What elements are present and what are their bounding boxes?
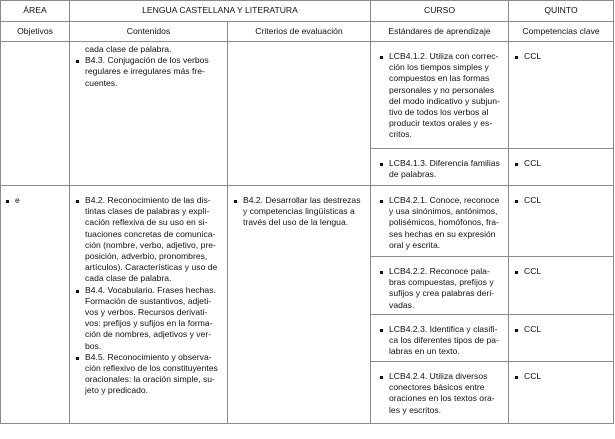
- table-row: [1, 42, 614, 149]
- competencia-ccl: CCL: [524, 51, 542, 61]
- list-item: [234, 195, 366, 229]
- bullet-icon: [380, 56, 383, 59]
- criterio-b42: B4.2. Desarrollar las destrezas y competencias lingüísticas a través del uso de la lengua.: [243, 195, 361, 228]
- estandar-lcb421: LCB4.2.1. Conoce, reconoce y usa sinónimos, antónimos, polisémicos, homófonos, fra- ses hechas en su expresión oral y escrita.: [389, 195, 500, 250]
- competencia-cell: [509, 149, 614, 186]
- bullet-icon: [76, 357, 79, 360]
- estandar-lcb413: LCB4.1.3. Diferencia familias de palabras.: [389, 158, 500, 180]
- competencia-ccl: CCL: [524, 158, 542, 168]
- list-item: [76, 195, 223, 285]
- contenido-b44: B4.4. Vocabulario. Frases hechas. Formación de sustantivos, adjeti- vos y verbos. Recursos derivati- vos: prefijos y sufijos en la forma- ción de nombres, adjetivos y ver- bos.: [85, 284, 216, 351]
- criterios-cell: [228, 42, 371, 186]
- contenidos-cell: [70, 42, 228, 186]
- bullet-icon: [515, 329, 518, 332]
- bullet-icon: [234, 200, 237, 203]
- list-item: [515, 195, 609, 206]
- bullet-icon: [515, 376, 518, 379]
- estandar-cell: [371, 362, 509, 424]
- header-row-1: [1, 1, 614, 22]
- curso-header: CURSO: [371, 1, 509, 22]
- contenido-b45: B4.5. Reconocimiento y observa- ción reflexivo de los constituyentes oracionales: la oración simple, su- jeto y predicado.: [85, 351, 218, 396]
- competencia-ccl: CCL: [524, 371, 542, 381]
- competencia-cell: [509, 315, 614, 362]
- competencia-cell: [509, 42, 614, 149]
- list-item: [380, 371, 504, 416]
- bullet-icon: [380, 376, 383, 379]
- competencia-cell: [509, 362, 614, 424]
- list-item: [380, 324, 504, 358]
- criterios-cell: [228, 186, 371, 424]
- list-item: [380, 158, 504, 180]
- estandar-lcb423: LCB4.2.3. Identifica y clasifi- ca los diferentes tipos de pa- labras en un texto.: [389, 324, 499, 357]
- competencia-cell: [509, 186, 614, 257]
- list-item: [380, 195, 504, 251]
- objetivos-cell: [1, 186, 70, 424]
- objetivos-cell: [1, 42, 70, 186]
- bullet-icon: [380, 163, 383, 166]
- list-item: [76, 285, 223, 352]
- header-row-2: [1, 22, 614, 42]
- competencia-ccl: CCL: [524, 195, 542, 205]
- estandar-cell: [371, 315, 509, 362]
- bullet-icon: [76, 200, 79, 203]
- quinto-header: QUINTO: [509, 1, 614, 22]
- objetivos-header: Objetivos: [1, 22, 70, 42]
- competencias-header: Competencias clave: [509, 22, 614, 42]
- contenido-b43: B4.3. Conjugación de los verbos regulares e irregulares más fre- cuentes.: [85, 55, 209, 88]
- competencia-ccl: CCL: [524, 324, 542, 334]
- estandar-cell: [371, 149, 509, 186]
- estandar-cell: [371, 186, 509, 257]
- list-item: [515, 266, 609, 277]
- list-item: [76, 55, 223, 89]
- estandar-lcb422: LCB4.2.2. Reconoce pala- bras compuestas, prefijos y sufijos y crea palabras deri- vadas.: [389, 266, 495, 310]
- estandar-cell: [371, 257, 509, 315]
- estandares-header: Estándares de aprendizaje: [371, 22, 509, 42]
- area-header: ÁREA: [1, 1, 70, 22]
- contenidos-continuation: cada clase de palabra.: [85, 44, 172, 54]
- bullet-icon: [76, 290, 79, 293]
- bullet-icon: [380, 329, 383, 332]
- contenidos-cell: [70, 186, 228, 424]
- list-item: [515, 324, 609, 335]
- bullet-icon: [380, 271, 383, 274]
- bullet-icon: [76, 60, 79, 63]
- objetivo-e: e: [15, 195, 20, 205]
- bullet-icon: [515, 200, 518, 203]
- bullet-icon: [380, 200, 383, 203]
- competencia-ccl: CCL: [524, 266, 542, 276]
- bullet-icon: [515, 56, 518, 59]
- estandar-lcb424: LCB4.2.4. Utiliza diversos conectores básicos entre oraciones en los textos ora- les y escritos.: [389, 371, 495, 415]
- table-row: [1, 186, 614, 257]
- bullet-icon: [515, 163, 518, 166]
- bullet-icon: [515, 271, 518, 274]
- list-item: [515, 158, 609, 169]
- subject-header: LENGUA CASTELLANA Y LITERATURA: [70, 1, 371, 22]
- contenido-b42: B4.2. Reconocimiento de las dis- tintas clases de palabras y expli- cación reflexiva de su uso en si- tuaciones concretas de comunica- ción (nombre, verbo, adjetivo, pre- posición, adverbio, pronombres, artículos). Características y uso de cada clase de palabra.: [85, 195, 218, 284]
- list-item: [515, 51, 609, 62]
- criterios-header: Criterios de evaluación: [228, 22, 371, 42]
- list-item: [76, 352, 223, 397]
- contenidos-header: Contenidos: [70, 22, 228, 42]
- estandar-lcb412: LCB4.1.2. Utiliza con correc- ción los tiempos simples y compuestos en las formas personales y no personales del modo indicativo y subjun- tivo de todos los verbos al producir textos orales y es- critos.: [389, 51, 500, 140]
- bullet-icon: [6, 200, 9, 203]
- list-item: [6, 195, 65, 206]
- list-item: [380, 51, 504, 141]
- competencia-cell: [509, 257, 614, 315]
- list-item: [515, 371, 609, 382]
- estandar-cell: [371, 42, 509, 149]
- list-item: [380, 266, 504, 311]
